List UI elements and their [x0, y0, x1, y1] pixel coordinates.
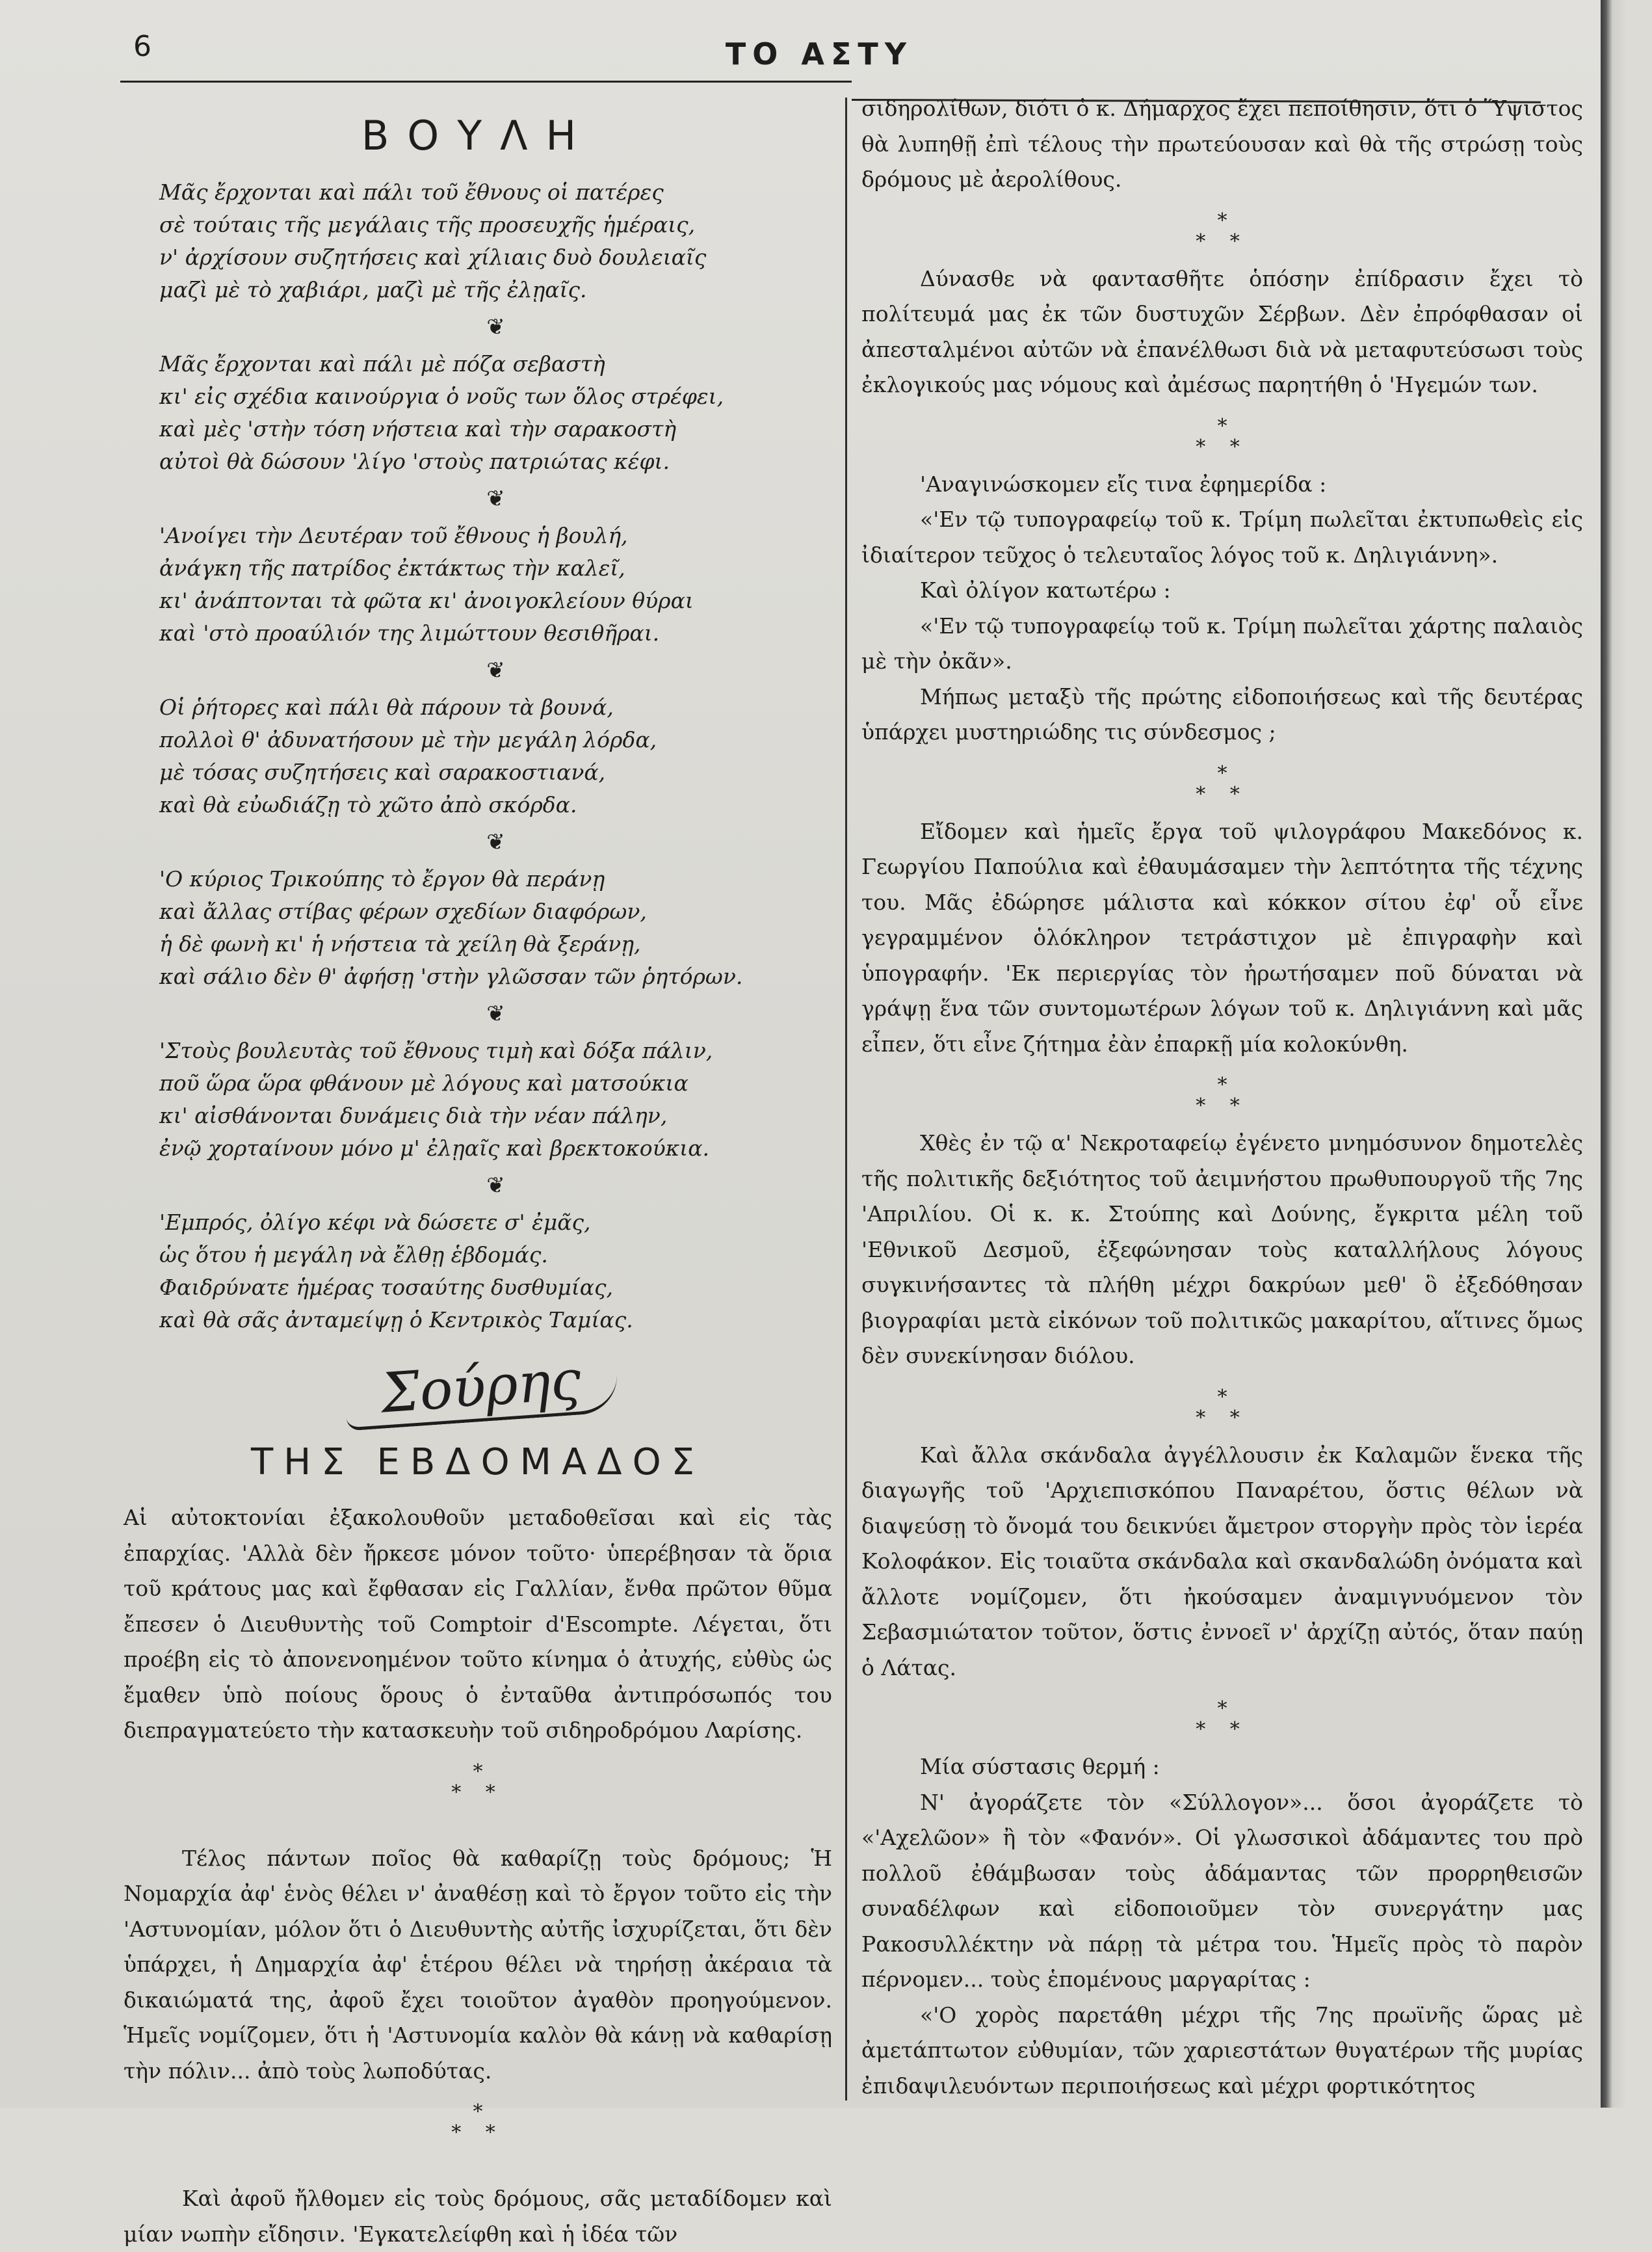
asterism	[124, 2102, 832, 2143]
page-binding-edge	[1601, 0, 1652, 2108]
vouli-title: ΒΟΥΛΗ	[361, 112, 595, 159]
asterism-bottom: * *	[451, 2121, 505, 2144]
asterism-top: *	[1217, 1074, 1227, 1096]
asterism-top: *	[1217, 1697, 1227, 1720]
asterism-top: *	[1217, 414, 1227, 438]
article-paragraph: Δύνασθε νὰ φαντασθῆτε ὁπόσην ἐπίδρασιν ἔχει τὸ πολίτευμά μας ἐκ τῶν δυστυχῶν Σέρβων. Δὲν ἐπρόφθασαν οἱ ἀπεσταλμένοι αὐτῶν νὰ ἐπανέλθωσι διὰ νὰ μεταφυτεύσωσι τοὺς ἐκλογικούς μας νόμους καὶ ἀμέσως παρητήθη ὁ 'Ηγεμών των.	[861, 265, 1583, 397]
asterism-top: *	[473, 1760, 483, 1783]
poem-line: καὶ μὲς 'στὴν τόση νήστεια καὶ τὴν σαρακοστὴ	[159, 416, 677, 442]
article-paragraph: Μία σύστασις θερμή :	[920, 1754, 1160, 1779]
poem-line: ἐνῷ χορταίνουν μόνο μ' ἐλῃαῖς καὶ βρεκτοκούκια.	[159, 1135, 710, 1161]
poem-line: Μᾶς ἔρχονται καὶ πάλι μὲ πόζα σεβαστὴ	[159, 351, 605, 377]
poem-line: ἡ δὲ φωνὴ κι' ἡ νήστεια τὰ χείλη θὰ ξεράνῃ,	[159, 931, 641, 957]
header-rule-left	[120, 81, 852, 83]
asterism-bottom: * *	[1196, 435, 1249, 458]
vouli-poem	[124, 176, 832, 1336]
ornament-icon: ❦	[486, 1172, 505, 1199]
asterism	[861, 1387, 1583, 1429]
poem-line: κι' εἰς σχέδια καινούργια ὁ νοῦς των ὅλος στρέφει,	[159, 384, 724, 409]
poem-line: ἀνάγκη τῆς πατρίδος ἐκτάκτως τὴν καλεῖ,	[159, 555, 625, 581]
poem-line: Οἱ ῥήτορες καὶ πάλι θὰ πάρουν τὰ βουνά,	[159, 695, 614, 720]
asterism	[861, 1699, 1583, 1740]
poem-line: καὶ 'στὸ προαύλιόν της λιμώττουν θεσιθῆραι.	[159, 620, 660, 646]
asterism-top: *	[1217, 209, 1227, 232]
asterism-bottom: * *	[1196, 230, 1249, 253]
poem-line: μὲ τόσας συζητήσεις καὶ σαρακοστιανά,	[159, 760, 606, 785]
poem-line: κι' ἀνάπτονται τὰ φῶτα κι' ἀνοιγοκλείουν θύραι	[159, 588, 694, 613]
poem-line: αὐτοὶ θὰ δώσουν 'λίγο 'στοὺς πατριώτας κέφι.	[159, 449, 670, 474]
article-paragraph: σιδηρολίθων, διότι ὁ κ. Δήμαρχος ἔχει πεποίθησιν, ὅτι ὁ Ὕψιστος θὰ λυπηθῇ ἐπὶ τέλους τὴν πρωτεύουσαν καὶ θὰ τῆς στρώσῃ τοὺς δρόμους μὲ ἀερολίθους.	[861, 96, 1583, 192]
asterism	[861, 763, 1583, 805]
right-column	[861, 91, 1583, 2104]
ornament-icon: ❦	[486, 657, 505, 683]
poem-line: Φαιδρύνατε ἡμέρας τοσαύτης δυσθυμίας,	[159, 1275, 614, 1300]
asterism	[861, 416, 1583, 458]
article-paragraph: Καὶ ἀφοῦ ἤλθομεν εἰς τοὺς δρόμους, σᾶς μεταδίδομεν καὶ μίαν νωπὴν εἴδησιν. 'Εγκατελείφθη καὶ ἡ ἰδέα τῶν	[124, 2186, 832, 2247]
ornament-icon: ❦	[486, 829, 505, 855]
asterism-top: *	[1217, 762, 1227, 785]
poem-stanza	[159, 1035, 832, 1165]
column-divider	[845, 98, 847, 2100]
ornament-icon: ❦	[486, 486, 505, 512]
asterism-bottom: * *	[451, 1781, 505, 1804]
evdomados-title: ΤΗΣ ΕΒΔΟΜΑΔΟΣ	[250, 1441, 705, 1483]
asterism	[861, 1075, 1583, 1117]
poem-stanza	[159, 348, 832, 478]
poem-line: 'Εμπρός, ὀλίγο κέφι νὰ δώσετε σ' ἐμᾶς,	[159, 1210, 591, 1235]
article-paragraph: Τέλος πάντων ποῖος θὰ καθαρίζῃ τοὺς δρόμους; Ἡ Νομαρχία ἀφ' ἑνὸς θέλει ν' ἀναθέσῃ καὶ τὸ ἔργον τοῦτο εἰς τὴν 'Αστυνομίαν, μόλον ὅτι ὁ Διευθυντὴς αὐτῆς ἰσχυρίζεται, ὅτι δὲν ὑπάρχει, ἡ Δημαρχία ἀφ' ἑτέρου θέλει νὰ τηρήσῃ ἀκέραια τὰ δικαιώματά της, ἀφοῦ ἔχει τοιοῦτον ἀγαθὸν προηγούμενον. Ἡμεῖς νομίζομεν, ὅτι ἡ 'Αστυνομία καλὸν θὰ κάνῃ νὰ καθαρίσῃ τὴν πόλιν... ἀπὸ τοὺς λωποδύτας.	[124, 1845, 832, 2084]
poem-line: ποῦ ὥρα ὥρα φθάνουν μὲ λόγους καὶ ματσούκια	[159, 1070, 688, 1096]
signature: Σούρης	[343, 1345, 620, 1431]
article-paragraph: Εἴδομεν καὶ ἡμεῖς ἔργα τοῦ ψιλογράφου Μακεδόνος κ. Γεωργίου Παπούλια καὶ ἐθαυμάσαμεν τὴν λεπτότητα τῆς τέχνης του. Μᾶς ἐδώρησε μάλιστα καὶ κόκκον σίτου ἐφ' οὗ εἶνε γεγραμμένον ὁλόκληρον τετράστιχον μὲ ἐπιγραφὴν καὶ ὑπογραφήν. 'Εκ περιεργίας τὸν ἠρωτήσαμεν ποῦ δύναται νὰ γράψῃ ἕνα τῶν συντομωτέρων λόγων τοῦ κ. Δηλιγιάννη καὶ μᾶς εἶπεν, ὅτι εἶνε ζήτημα ἐὰν ἐπαρκῇ μία κολοκύνθη.	[861, 818, 1583, 1057]
poem-line: 'Στοὺς βουλευτὰς τοῦ ἔθνους τιμὴ καὶ δόξα πάλιν,	[159, 1038, 713, 1063]
poem-line: ὡς ὅτου ἡ μεγάλη νὰ ἔλθῃ ἑβδομάς.	[159, 1242, 548, 1267]
quoted-notice: «'Ο χορὸς παρετάθη μέχρι τῆς 7ης πρωϊνῆς ὥρας μὲ ἀμετάπτωτον εὐθυμίαν, τῶν χαριεστάτων θυγατέρων τῆς μυρίας ἐπιδαψιλευόντων περιποιήσεως καὶ μέχρι φορτικότητος	[861, 2002, 1583, 2099]
asterism-bottom: * *	[1196, 782, 1249, 806]
quoted-notice: «'Εν τῷ τυπογραφείῳ τοῦ κ. Τρίμη πωλεῖται ἐκτυπωθεὶς εἰς ἰδιαίτερον τεῦχος ὁ τελευταῖος λόγος τοῦ κ. Δηλιγιάννη».	[861, 507, 1583, 568]
poem-line: μαζὶ μὲ τὸ χαβιάρι, μαζὶ μὲ τῆς ἐλῃαῖς.	[159, 277, 587, 302]
article-paragraph: Καὶ ἄλλα σκάνδαλα ἀγγέλλουσιν ἐκ Καλαμῶν ἕνεκα τῆς διαγωγῆς τοῦ 'Αρχιεπισκόπου Παναρέτου, ὅστις θέλων νὰ διαψεύσῃ τὸ ὄνομά του δεικνύει ἄμετρον στοργὴν πρὸς τὸν ἱερέα Κολοφάκον. Εἰς τοιαῦτα σκάνδαλα καὶ σκανδαλώδη ὀνόματα καὶ ἄλλοτε νομίζομεν, ὅτι ἠκούσαμεν ἀναμιγνυόμενον τὸν Σεβασμιώτατον τοῦτον, ὅστις ἐννοεῖ ν' ἀρχίζῃ αὐτός, ὅταν παύῃ ὁ Λάτας.	[861, 1442, 1583, 1680]
poem-stanza	[159, 691, 832, 821]
poem-stanza	[159, 1206, 832, 1336]
asterism-top: *	[473, 2100, 483, 2123]
poem-line: κι' αἰσθάνονται δυνάμεις διὰ τὴν νέαν πάλην,	[159, 1103, 668, 1128]
poem-line: 'Ανοίγει τὴν Δευτέραν τοῦ ἔθνους ἡ βουλή,	[159, 523, 628, 548]
poem-line: καὶ σάλιο δὲν θ' ἀφήσῃ 'στὴν γλῶσσαν τῶν ῥητόρων.	[159, 964, 743, 989]
article-paragraph: Αἱ αὐτοκτονίαι ἐξακολουθοῦν μεταδοθεῖσαι καὶ εἰς τὰς ἐπαρχίας. 'Αλλὰ δὲν ἤρκεσε μόνον τοῦτο· ὑπερέβησαν τὰ ὅρια τοῦ κράτους μας καὶ ἔφθασαν εἰς Γαλλίαν, ἔνθα πρῶτον θῦμα ἔπεσεν ὁ Διευθυντὴς τοῦ Comptoir d'Escompte. Λέγεται, ὅτι προέβη εἰς τὸ ἀπονενοημένον τοῦτο κίνημα ὁ ἀτυχής, εὐθὺς ὡς ἔμαθεν ὑπὸ ποίους ὅρους ὁ ἐνταῦθα ἀντιπρόσωπός του διεπραγματεύετο τὴν κατασκευὴν τοῦ σιδηροδρόμου Λαρίσης.	[124, 1505, 832, 1743]
article-paragraph: 'Αναγινώσκομεν εἴς τινα ἐφημερίδα :	[920, 471, 1327, 497]
poem-line: πολλοὶ θ' ἀδυνατήσουν μὲ τὴν μεγάλη λόρδα,	[159, 727, 657, 752]
article-paragraph: Μήπως μεταξὺ τῆς πρώτης εἰδοποιήσεως καὶ τῆς δευτέρας ὑπάρχει μυστηριώδης τις σύνδεσμος ;	[861, 683, 1583, 745]
quoted-notice: «'Εν τῷ τυπογραφείῳ τοῦ κ. Τρίμη πωλεῖται χάρτης παλαιὸς μὲ τὴν ὀκᾶν».	[861, 613, 1583, 674]
article-paragraph: Ν' ἀγοράζετε τὸν «Σύλλογον»... ὅσοι ἀγοράζετε τὸ «'Αχελῶον» ἢ τὸν «Φανόν». Οἱ γλωσσικοὶ ἀδάμαντες του πρὸ πολλοῦ ἐθάμβωσαν τοὺς ἀδάμαντας τῶν προρρηθεισῶν συναδέλφων καὶ εἰδοποιοῦμεν τὸν συνεργάτην μας Ρακοσυλλέκτην νὰ πάρῃ τὰ μέτρα του. Ἡμεῖς πρὸς τὸ παρὸν πέρνομεν... τοὺς ἑπομένους μαργαρίτας :	[861, 1789, 1583, 1992]
asterism-bottom: * *	[1196, 1406, 1249, 1429]
poem-line: καὶ θὰ εὐωδιάζῃ τὸ χῶτο ἀπὸ σκόρδα.	[159, 792, 577, 817]
asterism	[124, 1762, 832, 1803]
masthead: ΤΟ ΑΣΤΥ	[725, 36, 913, 72]
poem-line: 'Ο κύριος Τρικούπης τὸ ἔργον θὰ περάνῃ	[159, 866, 605, 892]
asterism-top: *	[1217, 1385, 1227, 1409]
asterism	[861, 211, 1583, 252]
asterism-bottom: * *	[1196, 1094, 1249, 1117]
poem-stanza	[159, 176, 832, 306]
poem-line: καὶ ἄλλας στίβας φέρων σχεδίων διαφόρων,	[159, 899, 647, 924]
poem-line: σὲ τούταις τῆς μεγάλαις τῆς προσευχῆς ἡμέραις,	[159, 212, 696, 237]
page-number: 6	[133, 30, 151, 63]
ornament-icon: ❦	[486, 314, 505, 340]
poem-line: ν' ἀρχίσουν συζητήσεις καὶ χίλιαις δυὸ δουλειαῖς	[159, 245, 707, 270]
poem-line: καὶ θὰ σᾶς ἀνταμείψῃ ὁ Κεντρικὸς Ταμίας.	[159, 1307, 633, 1332]
poem-line: Μᾶς ἔρχονται καὶ πάλι τοῦ ἔθνους οἱ πατέρες	[159, 179, 664, 205]
poem-stanza	[159, 520, 832, 650]
poem-stanza	[159, 863, 832, 993]
article-paragraph: Χθὲς ἐν τῷ α' Νεκροταφείῳ ἐγένετο μνημόσυνον δημοτελὲς τῆς πολιτικῆς δεξιότητος τοῦ ἀειμνήστου πρωθυπουργοῦ τῆς 7ης 'Απριλίου. Οἱ κ. κ. Στούπης καὶ Δούνης, ἔγκριτα μέλη τοῦ 'Εθνικοῦ Δεσμοῦ, ἐξεφώνησαν τοὺς καταλλήλους λόγους συγκινήσαντες τὰ πλήθη μέχρι δακρύων μεθ' ὃ ἐξεδόθησαν βιογραφίαι μετὰ εἰκόνων τοῦ πολιτικῶς μακαρίτου, αἵτινες ὅμως δὲν συνεκίνησαν διόλου.	[861, 1130, 1583, 1368]
asterism-bottom: * *	[1196, 1718, 1249, 1741]
ornament-icon: ❦	[486, 1001, 505, 1027]
left-column	[124, 98, 832, 2252]
article-paragraph: Καὶ ὀλίγον κατωτέρω :	[920, 577, 1171, 603]
